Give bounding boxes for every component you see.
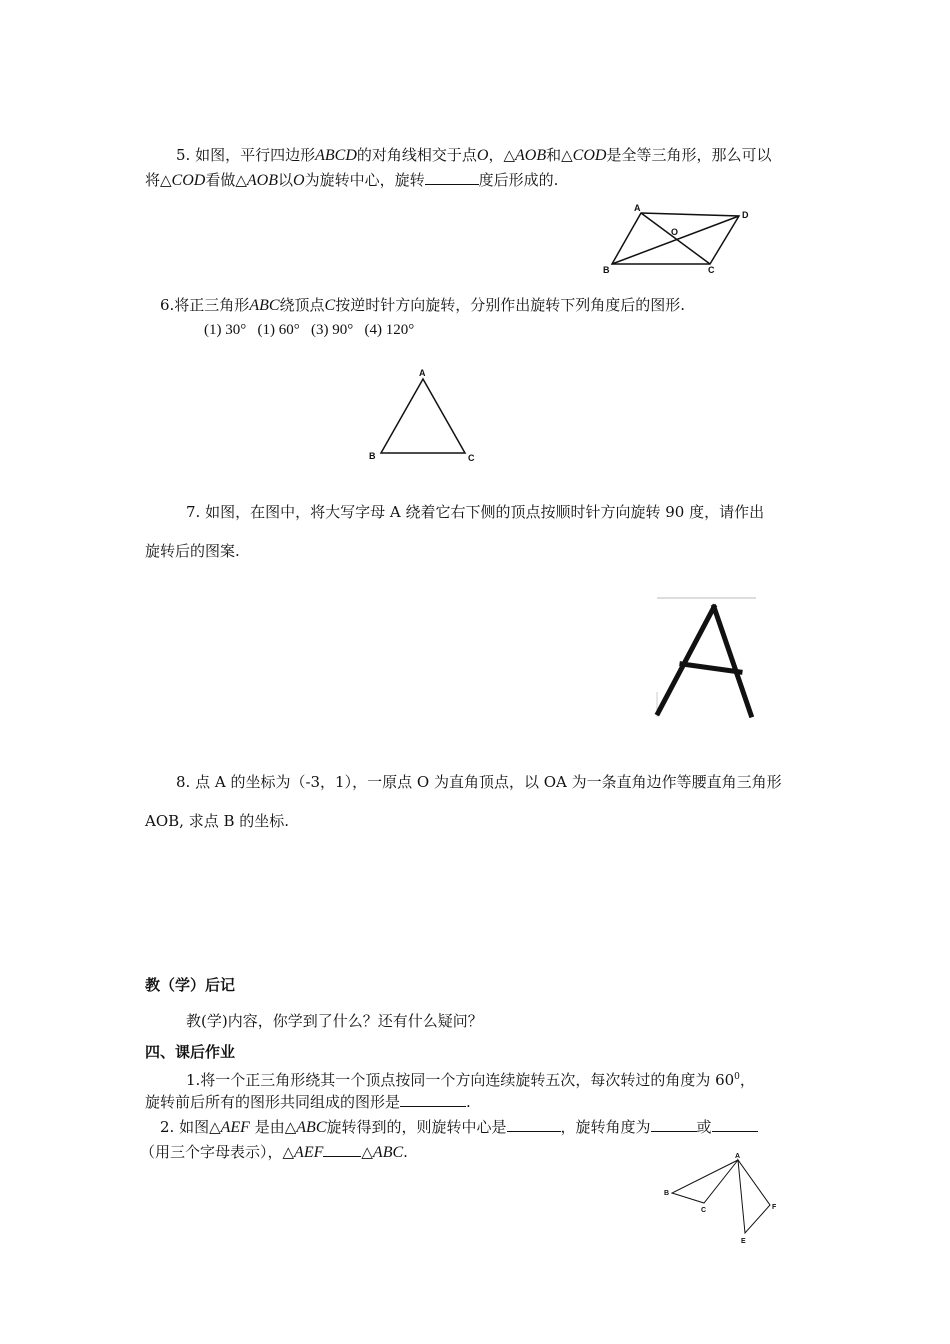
- label-c: C: [708, 265, 715, 275]
- label-c: C: [701, 1207, 707, 1214]
- q7-line1: 7. 如图，在图中，将大写字母 A 绕着它右下侧的顶点按顺时针方向旋转 90 度，请作出: [186, 503, 765, 521]
- label-a: A: [419, 368, 426, 378]
- homework-heading: 四、课后作业: [145, 1043, 236, 1061]
- rotation-figure: [660, 1150, 790, 1250]
- homework-q1-line1: 1.将一个正三角形绕其一个顶点按同一个方向连续旋转五次，每次转过的角度为 $60^0$，: [186, 1071, 755, 1089]
- diagonal-bd: [612, 216, 739, 264]
- label-b: B: [369, 451, 376, 461]
- parallelogram-figure: [600, 200, 760, 280]
- q5-line1: 5. 如图，平行四边形ABCD的对角线相交于点O，△AOB和△COD是全等三角形，那么可以: [176, 146, 772, 164]
- triangle-figure: [365, 365, 485, 465]
- homework-q2-line1: 2. 如图△AEF 是由△ABC旋转得到的，则旋转中心是 ，旋转角度为 或: [160, 1117, 758, 1138]
- label-b: B: [603, 265, 610, 275]
- q8-line1: 8. 点 A 的坐标为（-3，1），一原点 O 为直角顶点，以 OA 为一条直角边作等腰直角三角形: [176, 773, 782, 791]
- label-o: O: [671, 227, 679, 237]
- letter-a-figure: [655, 597, 760, 722]
- rotation-center-blank[interactable]: [507, 1117, 561, 1132]
- triangle-aef: [738, 1160, 770, 1233]
- q8-line2: AOB, 求点 B 的坐标.: [145, 812, 290, 830]
- notes-text: 教(学)内容，你学到了什么？还有什么疑问？: [186, 1012, 483, 1030]
- q5-line2: 将△COD看做△AOB以O为旋转中心，旋转 度后形成的.: [145, 171, 559, 189]
- label-b: B: [664, 1190, 670, 1197]
- letter-a-left-stroke: [658, 607, 714, 713]
- diagonal-ac: [641, 213, 710, 264]
- rotation-angle-blank-2[interactable]: [712, 1117, 758, 1132]
- relation-blank[interactable]: [323, 1142, 361, 1157]
- label-c: C: [468, 453, 475, 463]
- rotation-angle-blank-1[interactable]: [651, 1117, 697, 1132]
- answer-blank[interactable]: [400, 1092, 466, 1107]
- triangle-abc: [672, 1160, 738, 1203]
- letter-a-right-stroke: [714, 607, 751, 715]
- label-f: F: [772, 1204, 777, 1211]
- triangle-abc: [381, 379, 465, 453]
- label-a: A: [735, 1153, 741, 1160]
- label-d: D: [742, 210, 749, 220]
- label-a: A: [634, 203, 641, 213]
- homework-q1-line2: 旋转前后所有的图形共同组成的图形是 .: [145, 1093, 471, 1111]
- answer-blank[interactable]: [425, 170, 479, 185]
- q7-line2: 旋转后的图案.: [145, 542, 240, 560]
- homework-q2-line2: （用三个字母表示），△AEF △ABC.: [140, 1143, 408, 1161]
- label-e: E: [741, 1238, 746, 1245]
- q6-angles: (1) 30° (1) 60° (3) 90° (4) 120°: [204, 322, 415, 338]
- notes-heading: 教（学）后记: [145, 976, 236, 994]
- q6-line1: 6.将正三角形ABC绕顶点C按逆时针方向旋转，分别作出旋转下列角度后的图形.: [160, 296, 685, 314]
